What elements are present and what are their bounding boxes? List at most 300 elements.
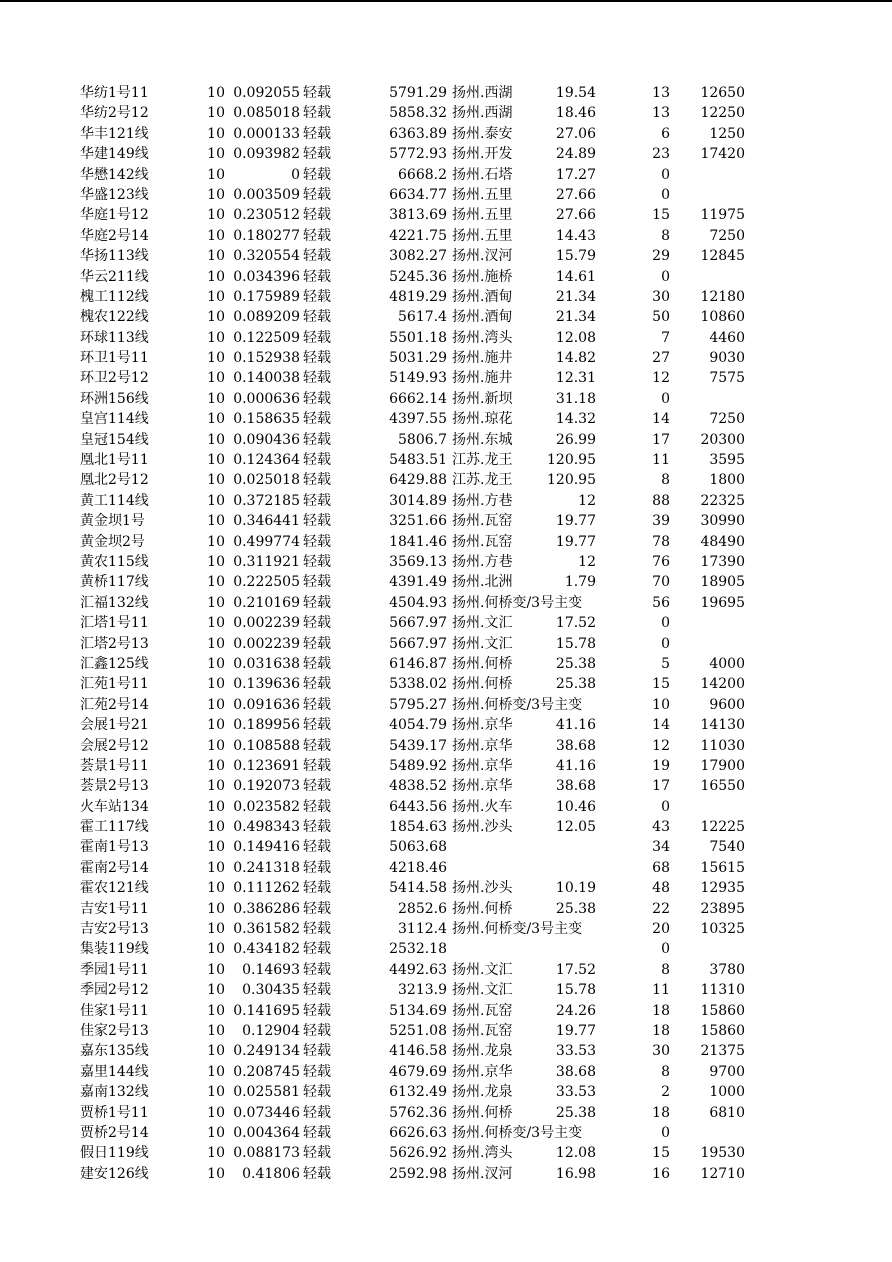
distance-cell: 27.06 — [555, 125, 596, 142]
line-name-cell: 华建149线 — [80, 146, 149, 163]
substation-cell: 扬州.东城 — [452, 431, 513, 448]
capacity-cell: 6443.56 — [389, 798, 447, 815]
table-row — [0, 674, 892, 694]
load-status-cell: 轻载 — [303, 717, 331, 734]
line-name-cell: 嘉里144线 — [80, 1063, 149, 1080]
load-rate-cell: 0.093982 — [233, 146, 300, 163]
voltage-cell: 10 — [207, 166, 225, 183]
capacity-cell: 5439.17 — [389, 737, 447, 754]
capacity-cell: 3082.27 — [389, 248, 447, 265]
load-rate-cell: 0.499774 — [233, 533, 300, 550]
load-status-cell: 轻载 — [303, 411, 331, 428]
load-status-cell: 轻载 — [303, 696, 331, 713]
line-name-cell: 集装119线 — [80, 941, 149, 958]
load-rate-cell: 0.498343 — [233, 819, 300, 836]
table-row — [0, 1041, 892, 1061]
line-name-cell: 火车站134 — [80, 798, 149, 815]
substation-cell: 扬州.京华 — [452, 778, 513, 795]
load-status-cell: 轻载 — [303, 186, 331, 203]
table-row — [0, 776, 892, 796]
voltage-cell: 10 — [207, 717, 225, 734]
capacity-cell: 5617.4 — [398, 309, 447, 326]
load-status-cell: 轻载 — [303, 1063, 331, 1080]
total-cell: 14200 — [700, 676, 745, 693]
distance-cell: 38.68 — [555, 1063, 596, 1080]
load-status-cell: 轻载 — [303, 819, 331, 836]
load-rate-cell: 0.372185 — [233, 492, 300, 509]
count-cell: 0 — [661, 941, 670, 958]
substation-cell: 扬州.湾头 — [452, 1145, 513, 1162]
table-row — [0, 409, 892, 429]
load-status-cell: 轻载 — [303, 941, 331, 958]
load-status-cell: 轻载 — [303, 390, 331, 407]
capacity-cell: 3813.69 — [389, 207, 447, 224]
load-status-cell: 轻载 — [303, 1165, 331, 1182]
line-name-cell: 黄工114线 — [80, 492, 149, 509]
count-cell: 5 — [661, 655, 670, 672]
capacity-cell: 5667.97 — [389, 615, 447, 632]
substation-cell: 扬州.泰安 — [452, 125, 513, 142]
line-name-cell: 槐农122线 — [80, 309, 149, 326]
distance-cell: 19.54 — [555, 85, 596, 101]
load-status-cell: 轻载 — [303, 859, 331, 876]
line-name-cell: 槐工112线 — [80, 288, 149, 305]
substation-cell: 扬州.文汇 — [452, 961, 513, 978]
line-name-cell: 假日119线 — [80, 1145, 149, 1162]
voltage-cell: 10 — [207, 309, 225, 326]
load-status-cell: 轻载 — [303, 125, 331, 142]
load-rate-cell: 0.249134 — [233, 1043, 300, 1060]
capacity-cell: 6363.89 — [389, 125, 447, 142]
load-status-cell: 轻载 — [303, 105, 331, 122]
load-status-cell: 轻载 — [303, 1022, 331, 1039]
voltage-cell: 10 — [207, 146, 225, 163]
capacity-cell: 3213.9 — [398, 982, 447, 999]
total-cell: 10325 — [700, 921, 745, 938]
capacity-cell: 3251.66 — [389, 513, 447, 530]
load-status-cell: 轻载 — [303, 880, 331, 897]
total-cell: 3595 — [709, 452, 745, 469]
table-row — [0, 817, 892, 837]
voltage-cell: 10 — [207, 859, 225, 876]
total-cell: 10860 — [700, 309, 745, 326]
count-cell: 48 — [652, 880, 670, 897]
load-rate-cell: 0.085018 — [233, 105, 300, 122]
distance-cell: 25.38 — [555, 655, 596, 672]
distance-cell: 10.46 — [555, 798, 596, 815]
voltage-cell: 10 — [207, 1022, 225, 1039]
distance-cell: 12 — [578, 492, 596, 509]
load-status-cell: 轻载 — [303, 513, 331, 530]
table-row — [0, 695, 892, 715]
capacity-cell: 5791.29 — [389, 85, 447, 101]
load-rate-cell: 0.210169 — [233, 594, 300, 611]
load-status-cell: 轻载 — [303, 839, 331, 856]
table-row — [0, 226, 892, 246]
line-name-cell: 霍农121线 — [80, 880, 149, 897]
load-rate-cell: 0.073446 — [233, 1104, 300, 1121]
voltage-cell: 10 — [207, 85, 225, 101]
distance-cell: 15.78 — [555, 982, 596, 999]
total-cell: 19695 — [700, 594, 745, 611]
count-cell: 15 — [652, 207, 670, 224]
line-name-cell: 华丰121线 — [80, 125, 149, 142]
line-name-cell: 贾桥1号11 — [80, 1104, 149, 1121]
table-row — [0, 919, 892, 939]
load-rate-cell: 0.090436 — [233, 431, 300, 448]
capacity-cell: 5414.58 — [389, 880, 447, 897]
table-row — [0, 348, 892, 368]
load-rate-cell: 0.311921 — [233, 553, 300, 570]
load-status-cell: 轻载 — [303, 778, 331, 795]
substation-cell: 扬州.施桥 — [452, 268, 513, 285]
count-cell: 29 — [652, 248, 670, 265]
load-rate-cell: 0.175989 — [233, 288, 300, 305]
capacity-cell: 2592.98 — [389, 1165, 447, 1182]
table-row — [0, 165, 892, 185]
distance-cell: 33.53 — [555, 1084, 596, 1101]
voltage-cell: 10 — [207, 288, 225, 305]
count-cell: 0 — [661, 798, 670, 815]
load-rate-cell: 0.189956 — [233, 717, 300, 734]
distance-cell: 27.66 — [555, 186, 596, 203]
line-name-cell: 华盛123线 — [80, 186, 149, 203]
voltage-cell: 10 — [207, 1145, 225, 1162]
total-cell: 18905 — [700, 574, 745, 591]
count-cell: 0 — [661, 166, 670, 183]
distance-cell: 24.26 — [555, 1002, 596, 1019]
load-rate-cell: 0.152938 — [233, 350, 300, 367]
capacity-cell: 4146.58 — [389, 1043, 447, 1060]
capacity-cell: 4054.79 — [389, 717, 447, 734]
capacity-cell: 4504.93 — [389, 594, 447, 611]
substation-cell: 扬州.汊河 — [452, 248, 513, 265]
capacity-cell: 5338.02 — [389, 676, 447, 693]
line-name-cell: 霍工117线 — [80, 819, 149, 836]
voltage-cell: 10 — [207, 370, 225, 387]
load-status-cell: 轻载 — [303, 329, 331, 346]
count-cell: 19 — [652, 757, 670, 774]
capacity-cell: 5489.92 — [389, 757, 447, 774]
distance-cell: 10.19 — [555, 880, 596, 897]
total-cell: 12710 — [700, 1165, 745, 1182]
substation-cell: 扬州.方巷 — [452, 553, 513, 570]
capacity-cell: 6662.14 — [389, 390, 447, 407]
capacity-cell: 5245.36 — [389, 268, 447, 285]
capacity-cell: 5667.97 — [389, 635, 447, 652]
total-cell: 12845 — [700, 248, 745, 265]
voltage-cell: 10 — [207, 839, 225, 856]
line-name-cell: 华庭2号14 — [80, 227, 149, 244]
load-status-cell: 轻载 — [303, 982, 331, 999]
count-cell: 8 — [661, 472, 670, 489]
load-rate-cell: 0.320554 — [233, 248, 300, 265]
voltage-cell: 10 — [207, 492, 225, 509]
distance-cell: 18.46 — [555, 105, 596, 122]
count-cell: 12 — [652, 737, 670, 754]
voltage-cell: 10 — [207, 696, 225, 713]
load-status-cell: 轻载 — [303, 431, 331, 448]
table-row — [0, 1164, 892, 1184]
load-status-cell: 轻载 — [303, 1043, 331, 1060]
line-name-cell: 汇苑2号14 — [80, 696, 149, 713]
count-cell: 50 — [652, 309, 670, 326]
table-row — [0, 1062, 892, 1082]
total-cell: 15860 — [700, 1002, 745, 1019]
substation-cell: 扬州.西湖 — [452, 105, 513, 122]
substation-cell: 扬州.何桥 — [452, 1104, 513, 1121]
count-cell: 8 — [661, 227, 670, 244]
table-row — [0, 328, 892, 348]
voltage-cell: 10 — [207, 186, 225, 203]
total-cell: 21375 — [700, 1043, 745, 1060]
substation-cell: 扬州.西湖 — [452, 85, 513, 101]
total-cell: 4460 — [709, 329, 745, 346]
total-cell: 7575 — [709, 370, 745, 387]
distance-cell: 12.05 — [555, 819, 596, 836]
substation-cell: 扬州.石塔 — [452, 166, 513, 183]
voltage-cell: 10 — [207, 248, 225, 265]
load-rate-cell: 0 — [291, 166, 300, 183]
table-row — [0, 797, 892, 817]
table-row — [0, 1103, 892, 1123]
substation-cell: 扬州.京华 — [452, 1063, 513, 1080]
top-border — [0, 0, 892, 2]
substation-cell: 扬州.京华 — [452, 757, 513, 774]
spreadsheet — [0, 83, 892, 1184]
load-rate-cell: 0.222505 — [233, 574, 300, 591]
voltage-cell: 10 — [207, 329, 225, 346]
substation-cell: 江苏.龙王 — [452, 472, 513, 489]
distance-cell: 19.77 — [555, 533, 596, 550]
line-name-cell: 吉安1号11 — [80, 900, 149, 917]
count-cell: 18 — [652, 1022, 670, 1039]
load-status-cell: 轻载 — [303, 1124, 331, 1141]
load-rate-cell: 0.000636 — [233, 390, 300, 407]
table-row — [0, 124, 892, 144]
capacity-cell: 5251.08 — [389, 1022, 447, 1039]
total-cell: 12225 — [700, 819, 745, 836]
voltage-cell: 10 — [207, 921, 225, 938]
substation-cell: 扬州.酒甸 — [452, 309, 513, 326]
load-status-cell: 轻载 — [303, 248, 331, 265]
count-cell: 2 — [661, 1084, 670, 1101]
distance-cell: 120.95 — [547, 472, 596, 489]
count-cell: 12 — [652, 370, 670, 387]
load-status-cell: 轻载 — [303, 1104, 331, 1121]
load-status-cell: 轻载 — [303, 757, 331, 774]
line-name-cell: 黄金坝1号 — [80, 513, 145, 530]
voltage-cell: 10 — [207, 1063, 225, 1080]
load-rate-cell: 0.003509 — [233, 186, 300, 203]
table-row — [0, 572, 892, 592]
distance-cell: 21.34 — [555, 309, 596, 326]
voltage-cell: 10 — [207, 615, 225, 632]
substation-cell: 扬州.五里 — [452, 227, 513, 244]
capacity-cell: 5149.93 — [389, 370, 447, 387]
line-name-cell: 会展1号21 — [80, 717, 149, 734]
substation-cell: 扬州.沙头 — [452, 819, 513, 836]
table-row — [0, 532, 892, 552]
table-row — [0, 899, 892, 919]
load-status-cell: 轻载 — [303, 227, 331, 244]
total-cell: 17390 — [700, 553, 745, 570]
count-cell: 13 — [652, 85, 670, 101]
capacity-cell: 5858.32 — [389, 105, 447, 122]
substation-cell: 扬州.何桥 — [452, 655, 513, 672]
count-cell: 8 — [661, 961, 670, 978]
voltage-cell: 10 — [207, 1002, 225, 1019]
load-status-cell: 轻载 — [303, 309, 331, 326]
capacity-cell: 5063.68 — [389, 839, 447, 856]
voltage-cell: 10 — [207, 941, 225, 958]
table-row — [0, 837, 892, 857]
capacity-cell: 5483.51 — [389, 452, 447, 469]
capacity-cell: 5762.36 — [389, 1104, 447, 1121]
voltage-cell: 10 — [207, 900, 225, 917]
count-cell: 13 — [652, 105, 670, 122]
table-row — [0, 205, 892, 225]
total-cell: 22325 — [700, 492, 745, 509]
count-cell: 20 — [652, 921, 670, 938]
line-name-cell: 贾桥2号14 — [80, 1124, 149, 1141]
capacity-cell: 1841.46 — [389, 533, 447, 550]
table-row — [0, 654, 892, 674]
voltage-cell: 10 — [207, 553, 225, 570]
voltage-cell: 10 — [207, 268, 225, 285]
distance-cell: 14.32 — [555, 411, 596, 428]
substation-cell: 扬州.京华 — [452, 717, 513, 734]
voltage-cell: 10 — [207, 390, 225, 407]
count-cell: 43 — [652, 819, 670, 836]
load-rate-cell: 0.122509 — [233, 329, 300, 346]
load-rate-cell: 0.002239 — [233, 635, 300, 652]
capacity-cell: 6626.63 — [389, 1124, 447, 1141]
voltage-cell: 10 — [207, 207, 225, 224]
distance-cell: 12.31 — [555, 370, 596, 387]
line-name-cell: 华扬113线 — [80, 248, 149, 265]
line-name-cell: 季园1号11 — [80, 961, 149, 978]
capacity-cell: 5795.27 — [389, 696, 447, 713]
line-name-cell: 皇冠154线 — [80, 431, 149, 448]
substation-cell: 扬州.瓦窑 — [452, 533, 513, 550]
distance-cell: 16.98 — [555, 1165, 596, 1182]
table-row — [0, 858, 892, 878]
load-rate-cell: 0.031638 — [233, 655, 300, 672]
substation-cell: 扬州.北洲 — [452, 574, 513, 591]
table-row — [0, 613, 892, 633]
line-name-cell: 佳家1号11 — [80, 1002, 149, 1019]
substation-cell: 扬州.方巷 — [452, 492, 513, 509]
line-name-cell: 环洲156线 — [80, 390, 149, 407]
count-cell: 56 — [652, 594, 670, 611]
capacity-cell: 6146.87 — [389, 655, 447, 672]
capacity-cell: 6668.2 — [398, 166, 447, 183]
line-name-cell: 霍南2号14 — [80, 859, 149, 876]
distance-cell: 14.43 — [555, 227, 596, 244]
load-rate-cell: 0.124364 — [233, 452, 300, 469]
line-name-cell: 凰北1号11 — [80, 452, 149, 469]
total-cell: 19530 — [700, 1145, 745, 1162]
voltage-cell: 10 — [207, 798, 225, 815]
voltage-cell: 10 — [207, 350, 225, 367]
distance-cell: 12.08 — [555, 329, 596, 346]
capacity-cell: 3112.4 — [398, 921, 447, 938]
count-cell: 0 — [661, 1124, 670, 1141]
load-rate-cell: 0.30435 — [242, 982, 300, 999]
table-row — [0, 1143, 892, 1163]
count-cell: 17 — [652, 431, 670, 448]
table-row — [0, 389, 892, 409]
capacity-cell: 3569.13 — [389, 553, 447, 570]
line-name-cell: 汇福132线 — [80, 594, 149, 611]
load-rate-cell: 0.123691 — [233, 757, 300, 774]
count-cell: 30 — [652, 288, 670, 305]
voltage-cell: 10 — [207, 513, 225, 530]
voltage-cell: 10 — [207, 880, 225, 897]
count-cell: 6 — [661, 125, 670, 142]
total-cell: 7250 — [709, 411, 745, 428]
voltage-cell: 10 — [207, 961, 225, 978]
capacity-cell: 2852.6 — [398, 900, 447, 917]
substation-cell: 扬州.龙泉 — [452, 1084, 513, 1101]
substation-cell: 扬州.开发 — [452, 146, 513, 163]
load-status-cell: 轻载 — [303, 268, 331, 285]
voltage-cell: 10 — [207, 676, 225, 693]
line-name-cell: 华纺1号11 — [80, 85, 149, 101]
line-name-cell: 霍南1号13 — [80, 839, 149, 856]
load-rate-cell: 0.004364 — [233, 1124, 300, 1141]
table-row — [0, 939, 892, 959]
load-status-cell: 轻载 — [303, 798, 331, 815]
substation-cell: 扬州.何桥变/3号主变 — [452, 696, 583, 713]
count-cell: 78 — [652, 533, 670, 550]
load-rate-cell: 0.149416 — [233, 839, 300, 856]
capacity-cell: 1854.63 — [389, 819, 447, 836]
distance-cell: 38.68 — [555, 737, 596, 754]
load-status-cell: 轻载 — [303, 574, 331, 591]
total-cell: 1000 — [709, 1084, 745, 1101]
capacity-cell: 5134.69 — [389, 1002, 447, 1019]
load-status-cell: 轻载 — [303, 900, 331, 917]
line-name-cell: 吉安2号13 — [80, 921, 149, 938]
total-cell: 12935 — [700, 880, 745, 897]
capacity-cell: 6132.49 — [389, 1084, 447, 1101]
load-status-cell: 轻载 — [303, 166, 331, 183]
load-status-cell: 轻载 — [303, 676, 331, 693]
table-row — [0, 450, 892, 470]
count-cell: 18 — [652, 1002, 670, 1019]
substation-cell: 扬州.何桥变/3号主变 — [452, 921, 583, 938]
table-row — [0, 552, 892, 572]
line-name-cell: 华云211线 — [80, 268, 149, 285]
capacity-cell: 6429.88 — [389, 472, 447, 489]
capacity-cell: 3014.89 — [389, 492, 447, 509]
total-cell: 9600 — [709, 696, 745, 713]
load-rate-cell: 0.14693 — [242, 961, 300, 978]
total-cell: 48490 — [700, 533, 745, 550]
distance-cell: 17.27 — [555, 166, 596, 183]
substation-cell: 扬州.何桥变/3号主变 — [452, 594, 583, 611]
line-name-cell: 华懋142线 — [80, 166, 149, 183]
capacity-cell: 6634.77 — [389, 186, 447, 203]
count-cell: 0 — [661, 186, 670, 203]
load-status-cell: 轻载 — [303, 350, 331, 367]
load-status-cell: 轻载 — [303, 615, 331, 632]
total-cell: 11975 — [700, 207, 745, 224]
substation-cell: 扬州.火车 — [452, 798, 513, 815]
load-rate-cell: 0.034396 — [233, 268, 300, 285]
